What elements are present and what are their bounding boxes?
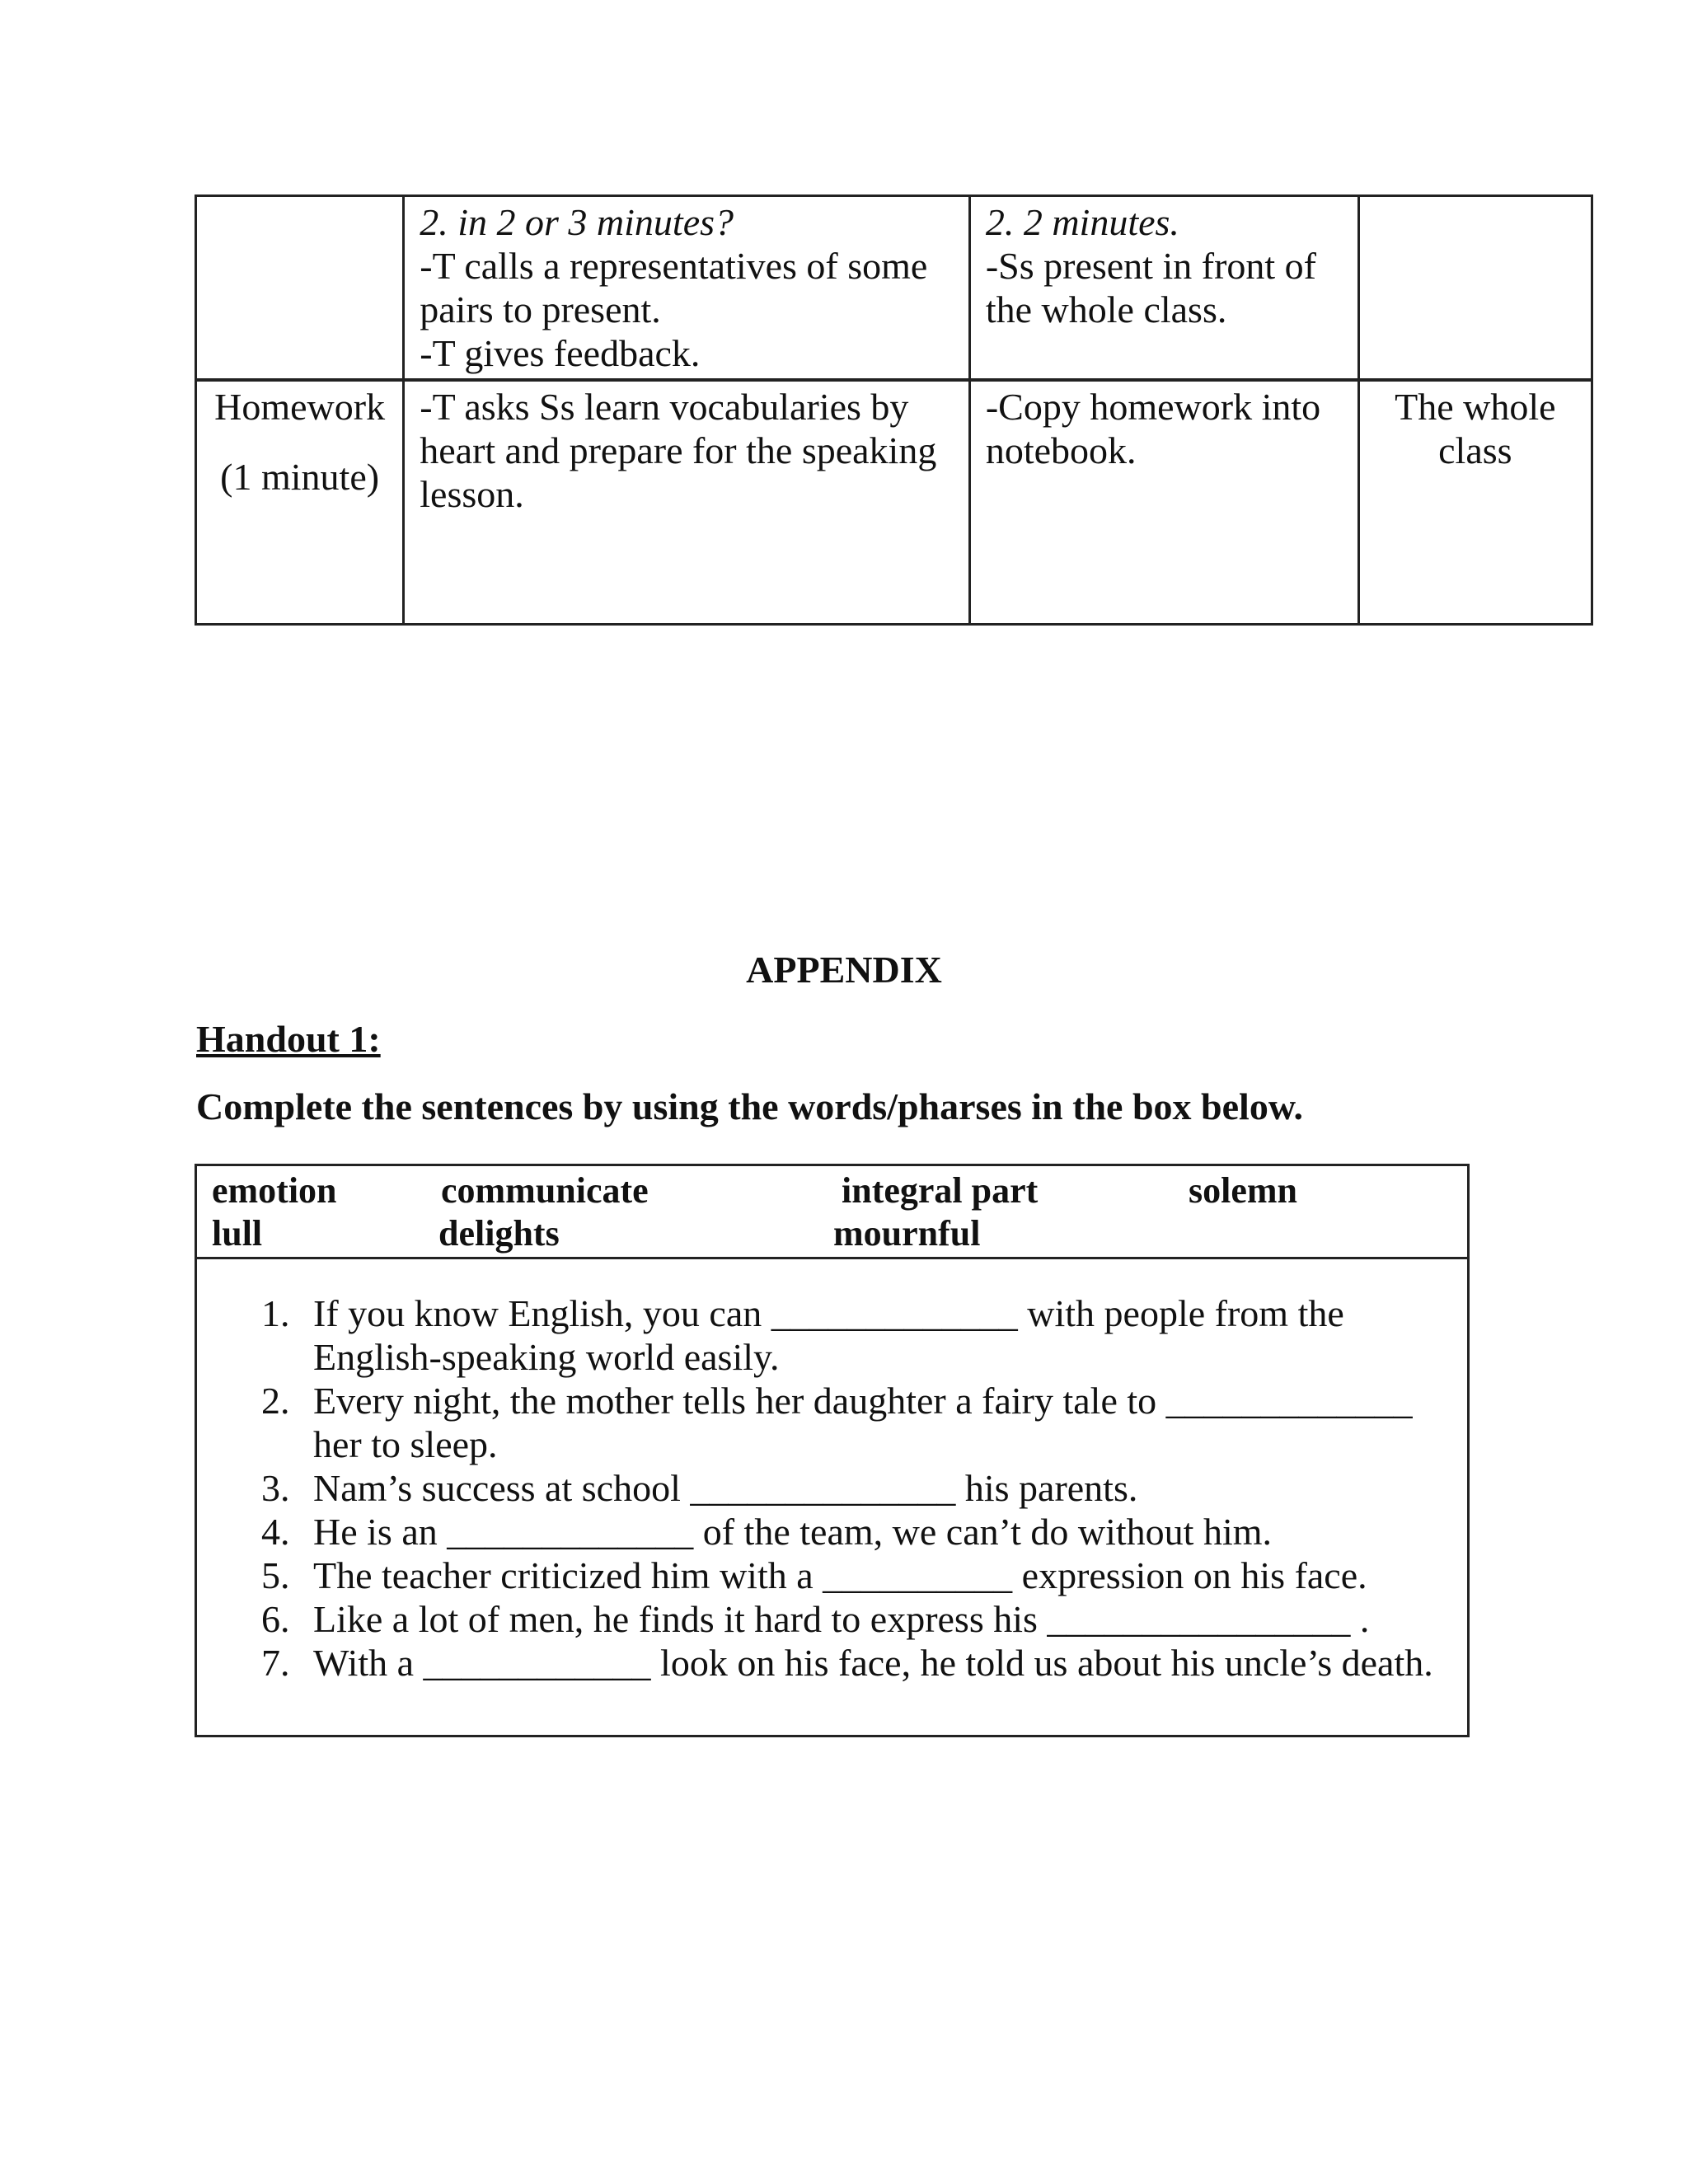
sentence-line: Like a lot of men, he finds it hard to express his ________________ .	[313, 1598, 1370, 1640]
stage-label: Homework	[214, 386, 386, 428]
word-bank-item: mournful	[833, 1213, 981, 1254]
word-bank-item: solemn	[1189, 1170, 1297, 1211]
interaction-cell	[1358, 380, 1592, 625]
sentence-list	[197, 1291, 1433, 1685]
handout-title: Handout 1:	[196, 1018, 381, 1060]
word-bank-item: emotion	[212, 1170, 337, 1211]
activity-line: lesson.	[420, 473, 524, 515]
activity-line: notebook.	[985, 429, 1137, 471]
sentence-line: He is an _____________ of the team, we can’t do without him.	[313, 1511, 1273, 1553]
activity-line: 2. in 2 or 3 minutes?	[420, 201, 734, 243]
lesson-plan-table	[195, 194, 1593, 626]
exercise-box	[195, 1164, 1470, 1737]
stage-time: (1 minute)	[220, 456, 380, 498]
appendix-title: APPENDIX	[746, 949, 942, 991]
item-number: 6.	[261, 1598, 290, 1640]
table-row	[196, 196, 1592, 381]
word-bank-item: lull	[212, 1213, 263, 1254]
exercise-instruction: Complete the sentences by using the words/pharses in the box below.	[196, 1085, 1304, 1127]
stage-cell	[196, 380, 404, 625]
interaction-line: class	[1438, 429, 1512, 471]
list-item	[197, 1466, 1433, 1510]
item-number: 4.	[261, 1511, 290, 1553]
student-activity-cell	[969, 196, 1358, 381]
stage-cell	[196, 196, 404, 381]
item-number: 7.	[261, 1642, 290, 1684]
word-bank	[197, 1166, 1467, 1259]
list-item	[197, 1379, 1433, 1466]
sentence-line: Every night, the mother tells her daughter a fairy tale to _____________	[313, 1380, 1413, 1422]
activity-line: 2. 2 minutes.	[985, 201, 1179, 243]
activity-line: pairs to present.	[420, 288, 661, 330]
item-number: 2.	[261, 1380, 290, 1422]
teacher-activity-cell	[404, 196, 970, 381]
list-item	[197, 1510, 1433, 1554]
teacher-activity-cell	[404, 380, 970, 625]
sentence-line: Nam’s success at school ______________ his parents.	[313, 1467, 1138, 1509]
activity-line: -Copy homework into	[985, 386, 1321, 428]
list-item	[197, 1554, 1433, 1597]
list-item	[197, 1641, 1433, 1685]
interaction-cell	[1358, 196, 1592, 381]
item-number: 5.	[261, 1554, 290, 1596]
activity-line: -T gives feedback.	[420, 332, 701, 374]
student-activity-cell	[969, 380, 1358, 625]
sentence-line: English-speaking world easily.	[313, 1336, 780, 1378]
sentence-line: With a ____________ look on his face, he told us about his uncle’s death.	[313, 1642, 1433, 1684]
word-bank-item: integral part	[842, 1170, 1039, 1211]
list-item	[197, 1291, 1433, 1379]
word-bank-item: communicate	[441, 1170, 649, 1211]
word-bank-item: delights	[438, 1213, 560, 1254]
sentence-line: her to sleep.	[313, 1423, 498, 1465]
sentence-line: If you know English, you can _____________ with people from the	[313, 1292, 1344, 1334]
activity-line: -T asks Ss learn vocabularies by	[420, 386, 909, 428]
interaction-line: The whole	[1395, 386, 1556, 428]
activity-line: -T calls a representatives of some	[420, 245, 928, 287]
activity-line: heart and prepare for the speaking	[420, 429, 937, 471]
table-row	[196, 380, 1592, 625]
item-number: 1.	[261, 1292, 290, 1334]
sentence-line: The teacher criticized him with a __________ expression on his face.	[313, 1554, 1367, 1596]
activity-line: -Ss present in front of	[985, 245, 1316, 287]
item-number: 3.	[261, 1467, 290, 1509]
list-item	[197, 1597, 1433, 1641]
activity-line: the whole class.	[985, 288, 1227, 330]
